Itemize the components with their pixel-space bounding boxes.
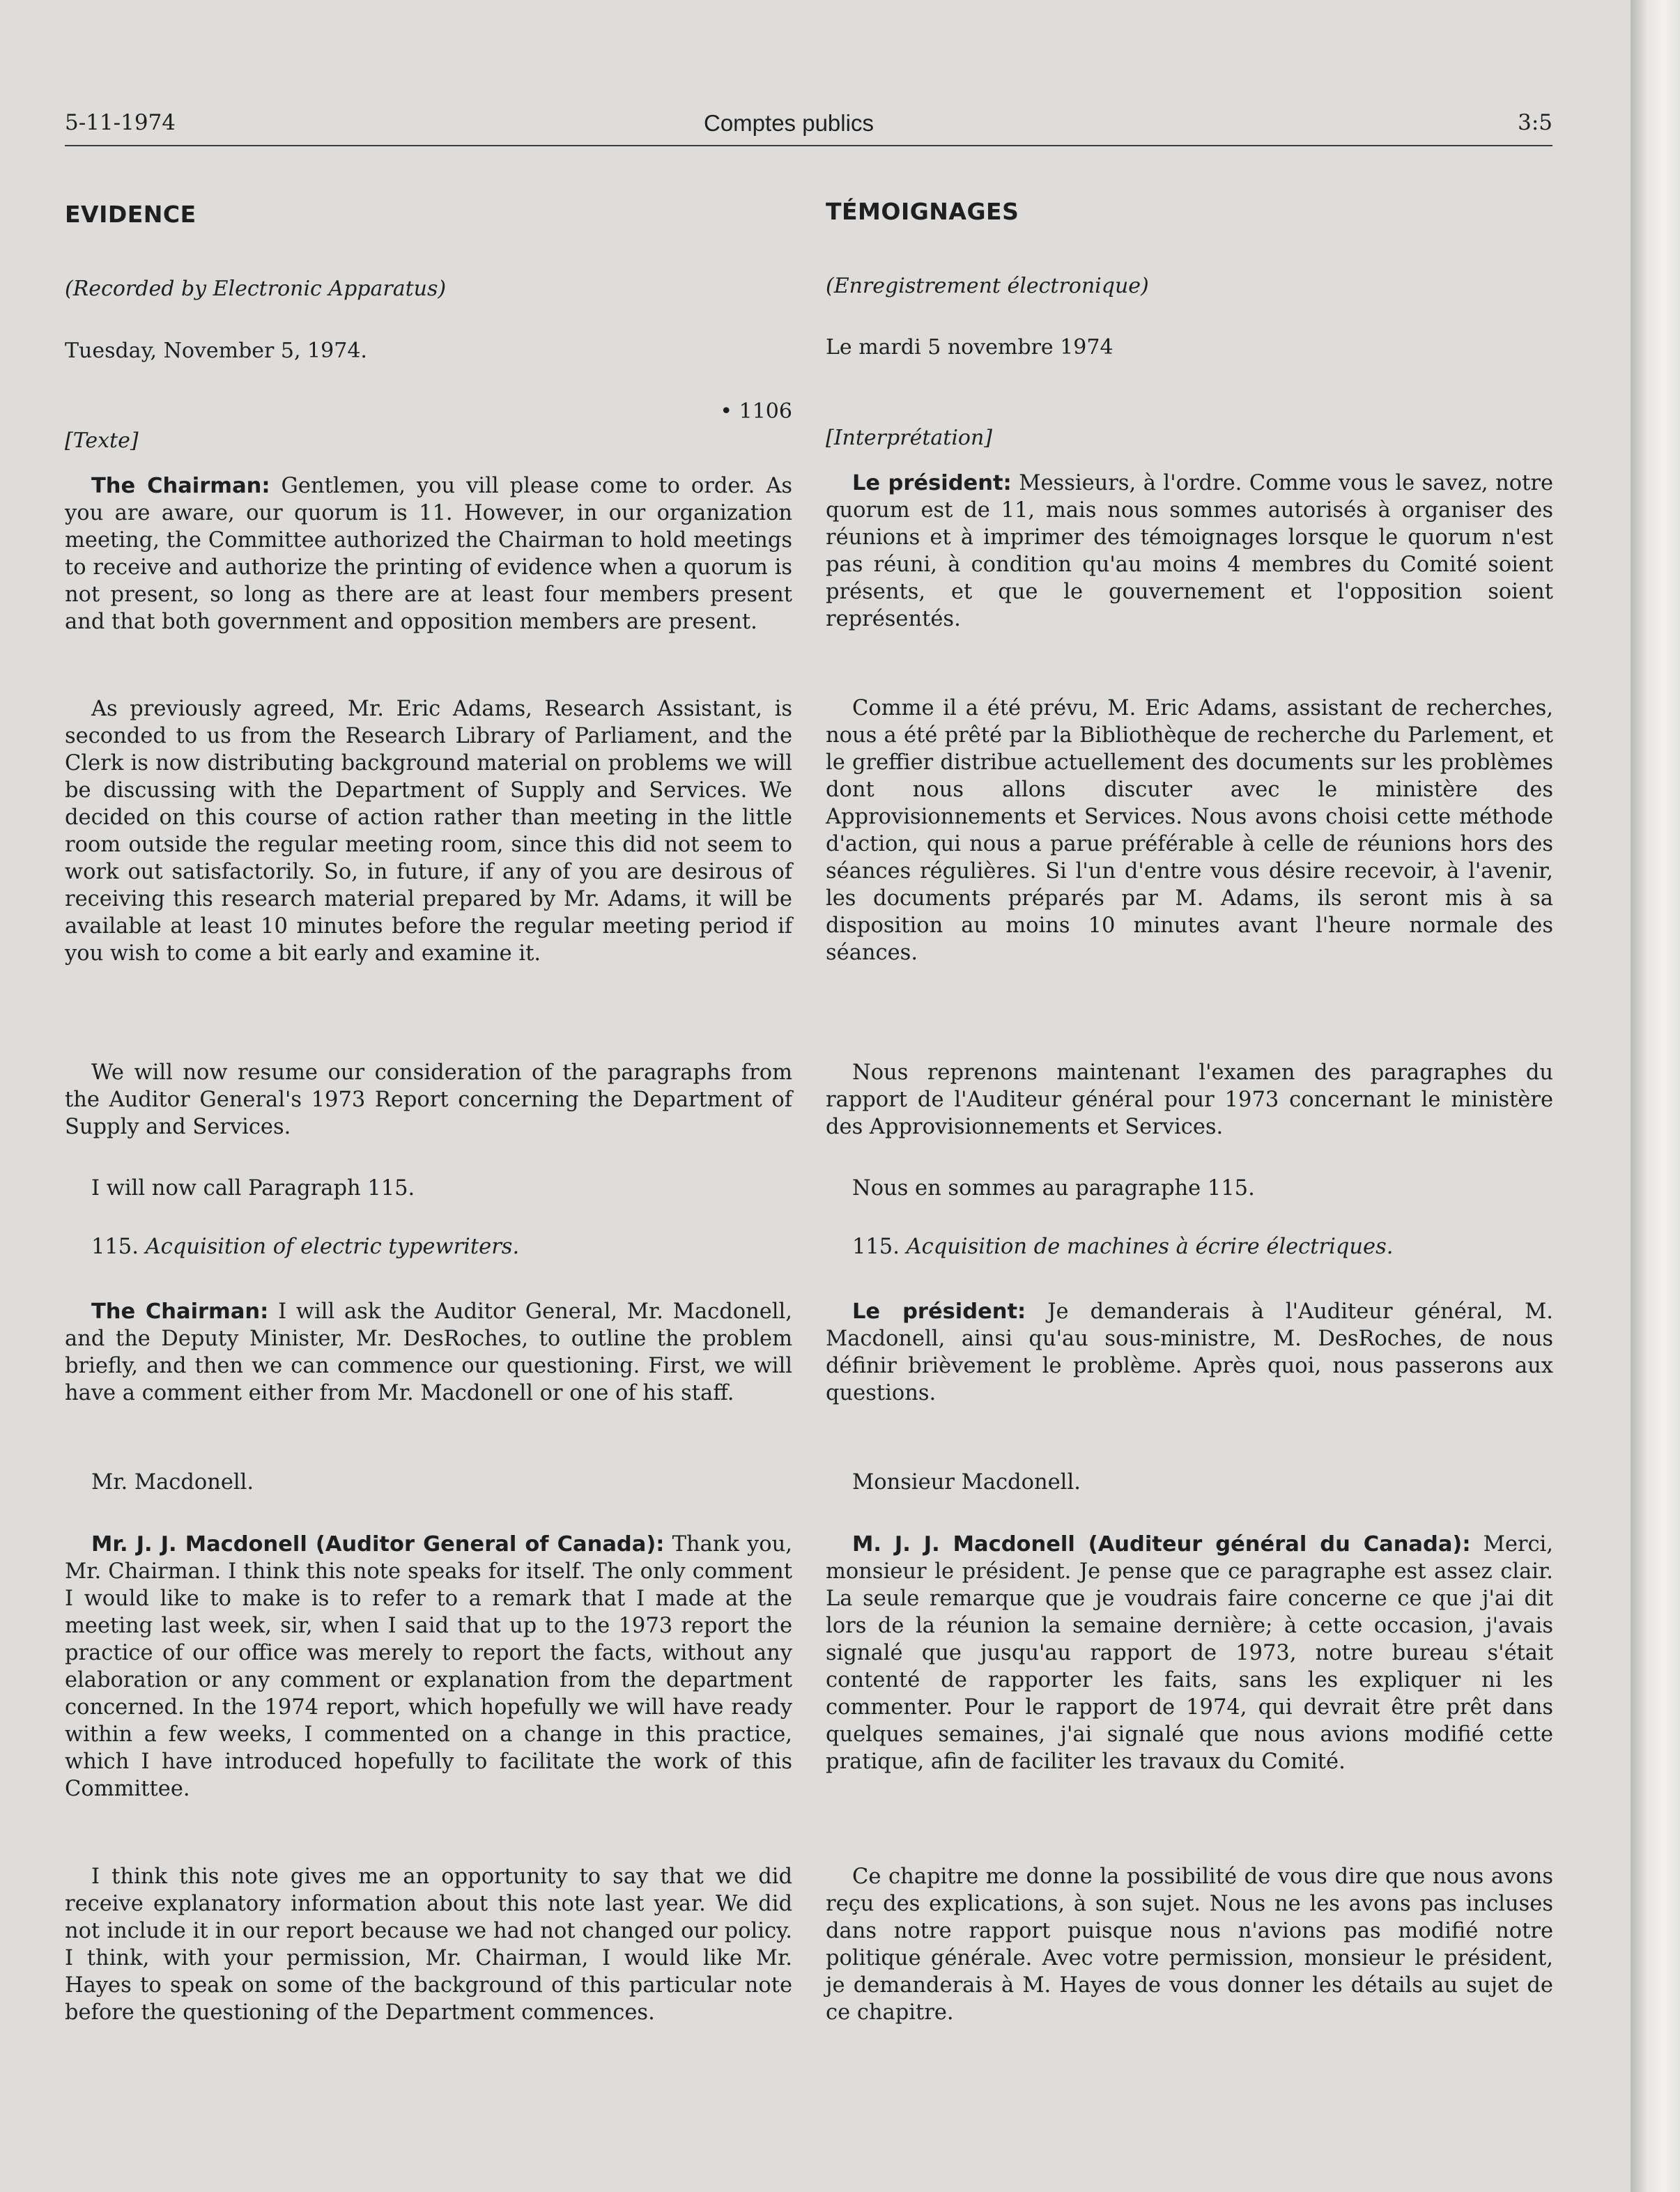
paragraph-text: I will ask the Auditor General, Mr. Macdonell, and the Deputy Minister, Mr. DesRoches, to outline the problem briefly, and then we can commence our questioning. First, we will have a comment either from Mr. Macdonell or one of his staff. <box>65 1299 792 1405</box>
speaker-name: M. J. J. Macdonell (Auditeur général du Canada): <box>852 1532 1471 1557</box>
french-recorded-note: (Enregistrement électronique) <box>826 274 1149 298</box>
english-paragraph-resume: We will now resume our consideration of the paragraphs from the Auditor General's 1973 Report concerning the Department of Supply and Services. <box>65 1060 792 1139</box>
english-date: Tuesday, November 5, 1974. <box>65 339 367 363</box>
english-paragraph-research: As previously agreed, Mr. Eric Adams, Research Assistant, is seconded to us from the Research Library of Parliament, and the Clerk is now distributing background material on problems we will be discussing with the Department of Supply and Services. We decided on this course of action rather than meeting in the little room outside the regular meeting room, since this did not seem to work out satisfactorily. So, in future, if any of you are desirous of receiving this research material prepared by Mr. Adams, it will be available at least 10 minutes before the regular meeting period if you wish to come a bit early and examine it. <box>65 697 792 966</box>
speaker-name: Le président: <box>852 471 1012 495</box>
page-edge-shadow <box>1631 0 1680 2192</box>
french-paragraph-president-ask <box>826 1298 1553 1407</box>
french-text-label: [Interprétation] <box>826 426 993 450</box>
paragraph-heading: Acquisition of electric typewriters. <box>145 1235 520 1259</box>
french-paragraph-resume: Nous reprenons maintenant l'examen des paragraphes du rapport de l'Auditeur général pour 1973 concernant le ministère des Approvisionnements et Services. <box>826 1060 1553 1139</box>
header-date: 5-11-1974 <box>65 110 176 135</box>
paragraph-text: Merci, monsieur le président. Je pense que ce paragraphe est assez clair. La seule remarque que je voudrais faire concerne ce que j'ai dit lors de la réunion la semaine dernière; à cette occasion, j'avais signalé que jusqu'au rapport de 1973, notre bureau s'était contenté de rapporter les faits, sans les expliquer ni les commenter. Pour le rapport de 1974, qui devrait être prêt dans quelques semaines, j'ai signalé que nous avions modifié cette pratique, afin de faciliter les travaux du Comité. <box>826 1532 1553 1774</box>
french-paragraph-115-heading <box>852 1233 1393 1260</box>
paragraph-heading: Acquisition de machines à écrire électriques. <box>906 1235 1394 1259</box>
french-paragraph-monsieur-macdonell: Monsieur Macdonell. <box>852 1470 1081 1495</box>
english-text-label: [Texte] <box>65 429 139 453</box>
english-paragraph-call: I will now call Paragraph 115. <box>91 1176 415 1201</box>
french-paragraph-research: Comme il a été prévu, M. Eric Adams, assistant de recherches, nous a été prêté par la Bibliothèque de recherche du Parlement, et le greffier distribue actuellement des documents sur les problèmes dont nous allons discuter avec le ministère des Approvisionnements et Services. Nous avons choisi cette méthode d'action, qui nous a parue préférable à celle de réunions hors des séances régulières. Si l'un d'entre vous désire recevoir, à l'avenir, les documents préparés par M. Adams, ils seront mis à sa disposition au moins 10 minutes avant l'heure normale des séances. <box>826 696 1553 965</box>
time-marker: • 1106 <box>720 399 792 424</box>
paragraph-text: Thank you, Mr. Chairman. I think this note speaks for itself. The only comment I would like to make is to refer to a remark that I made at the meeting last week, sir, when I said that up to the 1973 report the practice of our office was merely to report the facts, without any elaboration or any comment or explanation from the department concerned. In the 1974 report, which hopefully we will have ready within a few weeks, I commented on a change in this practice, which I have introduced hopefully to facilitate the work of this Committee. <box>65 1532 792 1801</box>
french-paragraph-macdonell-reply <box>826 1531 1553 1775</box>
english-paragraph-chairman-opening <box>65 472 792 635</box>
header-title: Comptes publics <box>704 110 874 136</box>
page-header <box>65 110 1552 146</box>
paragraph-text: Gentlemen, you vill please come to order. As you are aware, our quorum is 11. However, in our organization meeting, the Committee authorized the Chairman to hold meetings to receive and authorize the printing of evidence when a quorum is not present, so long as there are at least four members present and that both government and opposition members are present. <box>65 474 792 634</box>
header-page-number: 3:5 <box>1518 110 1552 135</box>
paragraph-text: Je demanderais à l'Auditeur général, M. Macdonell, ainsi qu'au sous-ministre, M. DesRoches, de nous définir brièvement le problème. Après quoi, nous passerons aux questions. <box>826 1299 1553 1405</box>
paragraph-number: 115. <box>852 1235 907 1259</box>
english-paragraph-115-heading <box>91 1233 519 1260</box>
french-date: Le mardi 5 novembre 1974 <box>826 335 1113 360</box>
french-paragraph-president-opening <box>826 470 1553 633</box>
paragraph-text: Messieurs, à l'ordre. Comme vous le savez, notre quorum est de 11, mais nous sommes autorisés à organiser des réunions et à imprimer des témoignages lorsque le quorum n'est pas réuni, à condition qu'au moins 4 membres du Comité soient présents, et que le gouvernement et l'opposition soient représentés. <box>826 471 1553 631</box>
speaker-name: The Chairman: <box>91 1299 269 1324</box>
english-paragraph-mr-macdonell: Mr. Macdonell. <box>91 1470 254 1495</box>
speaker-name: The Chairman: <box>91 474 270 498</box>
english-paragraph-chairman-ask <box>65 1298 792 1407</box>
english-paragraph-explanatory: I think this note gives me an opportunity to say that we did receive explanatory information about this note last year. We did not include it in our report because we had not changed our policy. I think, with your permission, Mr. Chairman, I would like Mr. Hayes to speak on some of the background of this particular note before the questioning of the Department commences. <box>65 1865 792 2025</box>
paragraph-number: 115. <box>91 1235 146 1259</box>
speaker-name: Le président: <box>852 1299 1026 1324</box>
english-recorded-note: (Recorded by Electronic Apparatus) <box>65 277 447 301</box>
english-section-title: EVIDENCE <box>65 201 196 228</box>
english-paragraph-macdonell-reply <box>65 1531 792 1803</box>
french-paragraph-explanatory: Ce chapitre me donne la possibilité de vous dire que nous avons reçu des explications, à son sujet. Nous ne les avons pas incluses dans notre rapport puisque nous n'avions pas modifié notre politique générale. Avec votre permission, monsieur le président, je demanderais à M. Hayes de vous donner les détails au sujet de ce chapitre. <box>826 1865 1553 2025</box>
french-paragraph-call: Nous en sommes au paragraphe 115. <box>852 1176 1255 1201</box>
speaker-name: Mr. J. J. Macdonell (Auditor General of Canada): <box>91 1532 665 1557</box>
french-section-title: TÉMOIGNAGES <box>826 198 1019 225</box>
